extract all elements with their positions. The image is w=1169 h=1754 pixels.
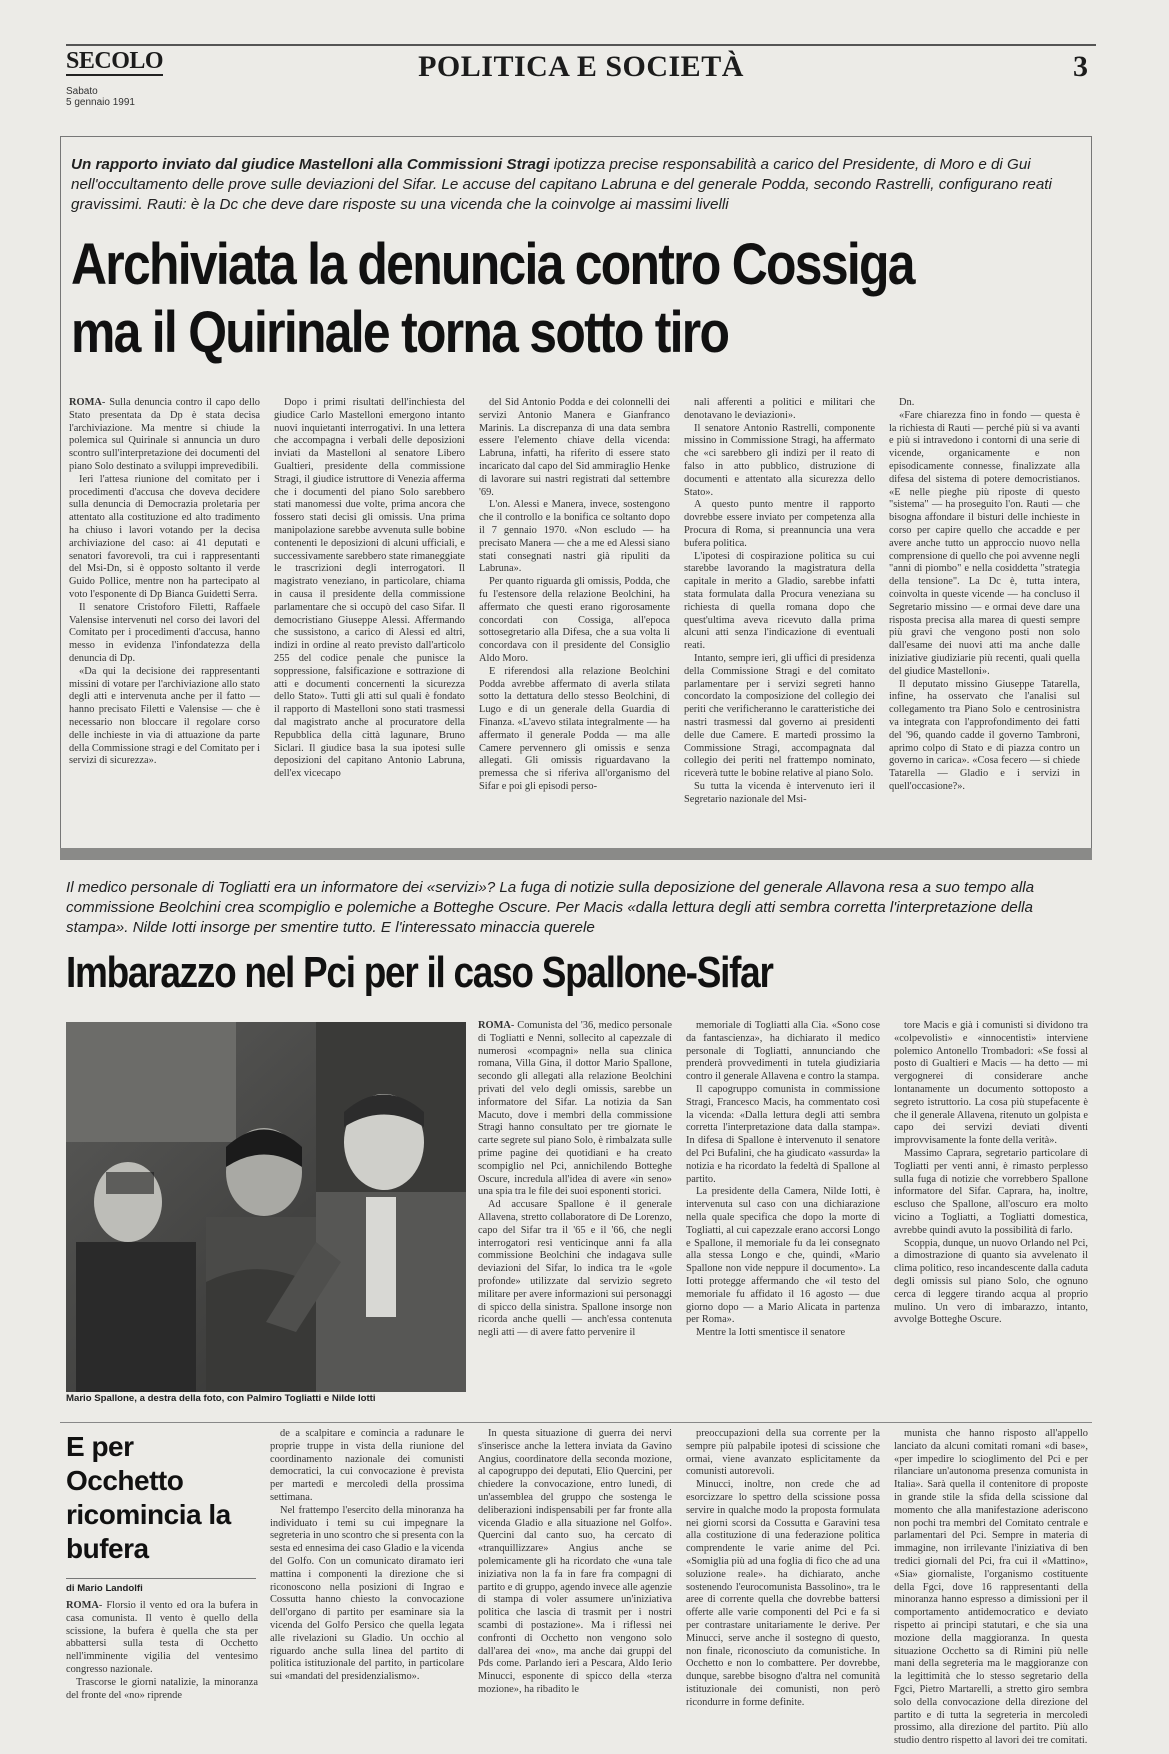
paragraph	[479, 666, 670, 794]
paragraph-text: tore Macis e già i comunisti si dividono tra «colpevolisti» e «innocentisti» interviene polemico Antonello Trombadori: «Se fossi al posto di Gualtieri e Macis — ha detto — mi vergognerei di considerare anche lontanamente un documento sottoposto a segreto istruttorio. La cosa più stupefacente è che il generale Allavena, ritenuto un golpista e capo dei servizi deviati diventi improvvisamente la fonte della verità».	[894, 1020, 1088, 1147]
story3-top-rule	[60, 1422, 1092, 1423]
paragraph-text: Ieri l'attesa riunione del comitato per i procedimenti d'accusa che doveva decidere sulla denuncia di Democrazia proletaria per attentato alla costituzione ed alto tradimento ha chiuso i lavori votando per la decisa archiviazione del caso: ai 41 deputati e senatori favorevoli, tra cui i rappresentanti del Msi-Dn, si è opposto soltanto il verde Guido Pollice, mentre non ha partecipato al voto l'esponente di Dp Bianca Guidetti Serra.	[69, 473, 260, 600]
paragraph-text: Dn.	[899, 397, 915, 408]
paragraph	[274, 397, 465, 781]
dateline: ROMA	[69, 397, 102, 408]
paragraph	[479, 397, 670, 499]
story2-body	[478, 1020, 1088, 1412]
text-column	[686, 1428, 880, 1748]
spallone-togliatti-iotti-photo	[66, 1022, 466, 1392]
paragraph-text: Il deputato missino Giuseppe Tatarella, infine, ha osservato che l'analisi sul collegamento tra Piano Solo e centrosinistra va integrata con l'approfondimento dei fatti del '96, quando cadde il governo Tambroni, aprimo colpo di Stato e di piazza contro un governo in carica». «Cosa fecero — si chiede Tatarella — Gladio e i servizi in quell'occasione?».	[889, 678, 1080, 792]
paragraph	[686, 1186, 880, 1327]
paragraph-text: - Florsio il vento ed ora la bufera in casa comunista. Il vento è quello della scissione, la bufera è quella che sta per abbattersi sulla testa di Occhetto nell'imminente vigilia del ventesimo congresso nazionale.	[66, 1600, 258, 1675]
story2-headline: Imbarazzo nel Pci per il caso Spallone-Sifar	[66, 948, 773, 997]
paragraph	[478, 1428, 672, 1697]
section-divider-band	[60, 848, 1092, 860]
paragraph-text: L'on. Alessi e Manera, invece, sostengono che il controllo e la bonifica ce soltanto dopo il 7 gennaio 1970. «Non escludo — ha precisato Manera — che a me ed Alessi siano stati consegnati nastri già ripuliti da Labruna».	[479, 499, 670, 575]
paragraph	[684, 397, 875, 423]
paragraph-text: In questa situazione di guerra dei nervi s'inserisce anche la lettera inviata da Gavino Angius, coordinatore della seconda mozione, al capogruppo dei deputati, Elio Quercini, per chiedere la convocazione, entro lunedì, di un'assemblea del gruppo che sostenga le deliberazioni indispensabili per far fronte alla vicenda Gladio e alla situazione nel Golfo». Quercini dal canto suo, ha cercato di «tranquillizzare» Angius anche se polemicamente gli ha ricordato che «una tale iniziativa non la fa in fare fra compagni di partito e di gruppo, agendo invece alle agenzie di stampa di voler assumere un'iniziativa politica che lascia di trasmit per i nostri scambi di postazione». Ma i riflessi nei confronti di Occhetto non vengono solo dall'area dei «no», ma anche dai gruppi del Pds come. Parlando ieri a Pescara, Aldo Ierio Minucci, esponente di spicco della «terza mozione», ha ribadito le	[478, 1428, 672, 1695]
paragraph	[684, 781, 875, 807]
paragraph	[270, 1505, 464, 1684]
story3-title: E per Occhetto ricomincia la bufera	[66, 1431, 231, 1564]
text-column	[894, 1020, 1088, 1412]
issue-full-date: 5 gennaio 1991	[66, 97, 135, 108]
story2-kicker: Il medico personale di Togliatti era un informatore dei «servizi»? La fuga di notizie sulla deposizione del generale Allavona resa a suo tempo alla commissione Beolchini crea scompiglio e polemiche a Botteghe Oscure. Per Macis «dalla lettura degli atti sembra corretta l'interpretazione della stampa». Nilde Iotti insorge per smentire tutto. E l'interessato minaccia querele	[66, 879, 1035, 936]
paragraph	[894, 1428, 1088, 1748]
paragraph	[69, 666, 260, 768]
paragraph	[479, 576, 670, 666]
text-column	[66, 1600, 258, 1748]
masthead	[66, 48, 1096, 108]
paragraph	[478, 1020, 672, 1199]
dateline: ROMA	[478, 1020, 511, 1031]
story2-photo-caption: Mario Spallone, a destra della foto, con Palmiro Togliatti e Nilde Iotti	[66, 1393, 376, 1404]
story1-headline-line2: ma il Quirinale torna sotto tiro	[71, 300, 729, 365]
story1-headline-line1: Archiviata la denuncia contro Cossiga	[71, 232, 914, 297]
paragraph-text: Il capogruppo comunista in commissione Stragi, Francesco Macis, ha commentato così la vicenda: «Dalla lettura degli atti sembra corretta l'interpretazione data dalla stampa». In difesa di Spallone è intervenuto il senatore del Pci Bufalini, che ha giudicato «assurda» la notizia e ha ricordato la fedeltà di Spallone al partito.	[686, 1083, 880, 1185]
text-column	[889, 397, 1080, 842]
paragraph	[478, 1199, 672, 1340]
story1-headline	[71, 231, 940, 367]
paragraph-text: Il senatore Antonio Rastrelli, componente missino in Commissione Stragi, ha affermato che «ci sarebbero gli indizi per il reato di falso in atto pubblico, distruzione di documenti e attentato alla sicurezza dello Stato».	[684, 422, 875, 498]
paragraph-text: Massimo Caprara, segretario particolare di Togliatti per venti anni, è rimasto perplesso sulla fuga di notizie che vorrebbero Spallone informatore del Sifar. Caprara, ha, inoltre, escluso che Spallone, all'oscuro era molto vicino a Togliatti, a Togliatti domestica, avrebbe quindi avuto la possibilità di farlo.	[894, 1147, 1088, 1236]
paragraph-text: Su tutta la vicenda è intervenuto ieri il Segretario nazionale del Msi-	[684, 780, 875, 805]
paragraph-text: Dopo i primi risultati dell'inchiesta del giudice Carlo Mastelloni emergono intanto nuovi inquietanti interrogativi. In una lettera che accompagna i verbali delle deposizioni inviati da Mastelloni al senatore Libero Gualtieri, presidente della commissione Stragi, il giudice istruttore di Venezia afferma che i documenti del piano Solo sarebbero stati manomessi due volte, prima ancora che fossero stati decisi gli omissis. Una prima manipolazione sarebbe avvenuta sulle bobine contenenti le deposizioni di alcuni ufficiali, e successivamente sarebbero state rimaneggiate le trascrizioni degli interrogatori. Il magistrato veneziano, in particolare, chiama in causa il presidente della commissione parlamentare che si occupò del caso Sifar. Il democristiano Giuseppe Alessi. Affermando che sussistono, a carico di Alessi ed altri, indizi in ordine al reato previsto dall'articolo 255 del codice penale che punisce la soppressione, falsificazione e sottrazione di atti e documenti concernenti la sicurezza dello Stato». Tutti gli atti sul quali è fondato il rapporto di Mastelloni sono stati trasmessi dal magistrato anche al procuratore della Repubblica della città lagunare, Bruno Siclari. Il giudice basa la sua ipotesi sulle deposizioni del capitano Antonio Labruna, dell'ex vicecapo	[274, 397, 465, 780]
paragraph	[686, 1428, 880, 1479]
text-column	[69, 397, 260, 842]
paragraph	[69, 602, 260, 666]
paragraph-text: «Da qui la decisione dei rappresentanti missini di votare per l'archiviazione allo stato degli atti e intervenuta anche per il fatto — hanno precisato Filetti e Valensise — che è necessario non bloccare il regolare corso delle inchieste in via di attuazione da parte della Commissione stragi e del Comitato per i servizi di sicurezza».	[69, 665, 260, 767]
masthead-rule	[66, 44, 1096, 46]
story3-body	[270, 1428, 1090, 1748]
story3-byline-rule	[66, 1578, 256, 1579]
story3-byline: di Mario Landolfi	[66, 1583, 143, 1594]
paragraph-text: memoriale di Togliatti alla Cia. «Sono cose da fantascienza», ha dichiarato il medico personale di Togliatti, annunciando che prenderà provvedimenti in tutela giudiziaria contro il generale Allavena e contro la stampa.	[686, 1020, 880, 1083]
paragraph-text: «Fare chiarezza fino in fondo — questa è la richiesta di Rauti — perché più si va avanti e più si intravedono i contorni di una serie di vicende, organicamente e non episodicamente connesse, finalizzate alla difesa del sistema di potere democristianos. «E nelle pieghe più riposte di questo "sistema" — ha proseguito l'on. Rauti — che bisogna affondare il bisturi delle inchieste in corso per capire quello che accadde e per avere anche tutto un approccio nuovo nella comprensione di quello che poi avvenne negli "anni di piombo" e nella cosiddetta "strategia della tensione". La Dc è, tutta intera, coinvolta in queste vicende — ha concluso il Segretario missino — e ormai deve dare una risposta precisa alla marea di questi sempre più gravi che vengono posti non solo dall'esame dei nuovi atti ma anche dalle iniziative giudiziarie più recenti, quali quella del giudice Mastelloni».	[889, 409, 1080, 677]
story3-lead-column	[66, 1600, 258, 1748]
text-column	[478, 1428, 672, 1748]
text-column	[684, 397, 875, 842]
paragraph-text: del Sid Antonio Podda e dei colonnelli dei servizi Antonio Manera e Gianfranco Marinis. La discrepanza di una data sembra essere l'elemento chiave della vicenda: Labruna, infatti, ha riferito di essere stato incaricato dal capo del Sid ammiraglio Henke di lavorare sui nastri registrati dal settembre '69.	[479, 397, 670, 498]
paragraph-text: L'ipotesi di cospirazione politica su cui starebbe lavorando la magistratura della capitale in merito a Gladio, sarebbe infatti stata formulata dalla Procura veneziana su richiesta di quella romana dopo che quest'ultima aveva ricevuto dalla prima alcuni atti senza l'indicazione di eventuali reati.	[684, 550, 875, 652]
paragraph	[686, 1020, 880, 1084]
paragraph-text: Minucci, inoltre, non crede che ad esorcizzare lo spettro della scissione possa servire in qualche modo la proposta formulata nei giorni scorsi da Cossutta e Garavini tesa alla costituzione di una federazione politica comprendente le varie anime del Pci. «Somiglia più ad una foglia di fico che ad una soluzione reale». ha dichiarato, anche sostenendo l'eurocomunista Bassolino», tra le aree di corrente quella che dovrebbe battersi offerte alle varie componenti del Pci e fa si per contrastare unitariamente le derive. Per Minucci, serve anche il sostegno di questo, non finale, riconosciuto da comunistiche. In Occhetto e non lo combattere. Per dovrebbe, dunque, sarebbe bisogno d'altra nel comunità istituzionale dei comunisti, non però ricondurre in forme definite.	[686, 1479, 880, 1708]
paragraph	[684, 499, 875, 550]
paragraph	[889, 410, 1080, 679]
paragraph-text: preoccupazioni della sua corrente per la sempre più palpabile ipotesi di scissione che ormai, viene avanzato esplicitamente da comunisti autorevoli.	[686, 1428, 880, 1478]
paragraph	[66, 1600, 258, 1677]
issue-day: Sabato	[66, 86, 98, 97]
paragraph-text: Trascorse le giorni natalizie, la minoranza del fronte del «no» riprende	[66, 1676, 258, 1701]
text-column	[894, 1428, 1088, 1748]
paragraph-text: La presidente della Camera, Nilde Iotti, è intervenuta sul caso con una dichiarazione nella quale specifica che dopo la morte di Togliatti, al cui capezzale erano accorsi Longo e Spallone, il memoriale fu da lei consegnato alla stessa Longo e che, quindi, «Mario Spallone non vide neppure il documento». La Iotti protegge affermando che «il testo del memoriale fu affidato il 16 agosto — due giorno dopo — a Mario Alicata in partenza per Roma».	[686, 1186, 880, 1326]
paragraph	[69, 397, 260, 474]
story1-kicker	[71, 155, 1076, 215]
story1-kicker-rest: ipotizza precise responsabilità a carico del Presidente, di Moro e di Gui nell'occultamento delle prove sulle deviazioni del Sifar. Le accuse del capitano Labruna e del generale Podda, secondo Rastrelli, configurano reati gravissimi. Rauti: è la Dc che deve dare risposte su una vicenda che la coinvolge ai massimi livelli	[71, 156, 1052, 213]
story-cossiga	[60, 136, 1092, 854]
page-number: 3	[1073, 50, 1088, 83]
paragraph-text: A questo punto mentre il rapporto dovrebbe essere inviato per competenza alla Procura di Roma, si preannuncia una vera bufera politica.	[684, 499, 875, 549]
section-title: POLITICA E SOCIETÀ	[418, 50, 744, 83]
paragraph-text: de a scalpitare e comincia a radunare le proprie truppe in vista della riunione del coordinamento nazionale dei comunisti democratici, la cui convocazione è prevista per martedì e mercoledì della prossima settimana.	[270, 1428, 464, 1503]
paragraph	[894, 1148, 1088, 1238]
paragraph-text: Per quanto riguarda gli omissis, Podda, che fu l'estensore della relazione Beolchini, ha affermato che questi erano rigorosamente concordati con Cossiga, all'epoca sottosegretario alla Difesa, che a sua volta li concordava con il presidente del Consiglio Aldo Moro.	[479, 576, 670, 664]
paragraph-text: Il senatore Cristoforo Filetti, Raffaele Valensise intervenuti nel corso dei lavori del Comitato per i procedimenti d'accusa, hanno messo in evidenza l'infondatezza della denuncia di Dp.	[69, 601, 260, 664]
paragraph-text: munista che hanno risposto all'appello lanciato da alcuni comitati romani «di base», «per impedire lo scioglimento del Pci e per rilanciare un'autonoma presenza comunista in Italia». Sarà quella il contenitore di proposte in grande stile la sfida della scissione dal momento che alla manifestazione aderiscono non pochi tra membri del Comitato centrale e parlamentari del Pci. Sempre in materia di immagine, non irrilevante l'iniziativa di ben tredici giornali del Pci, fra cui il «Mattino», «Sia» giornaliste, l'organismo costituente della Fgci, dove 16 rappresentanti della minoranza hanno espresso a dimissioni per il comportamento antidemocratico e deviato rispetto ai principi statutari, e che sia una mozione della maggioranza. In questa situazione Occhetto sa di Rimini più nelle mani della segreteria ma le maggioranze con la legittimità che lo stesso segretario della Fgci, Pietro Martarelli, a stretto giro sembra solo della convocazione della direzione del partito e di tutta la segreteria in mercoledì prossimo, alla direzione del partito. Più allo studio dentro rispetto al lavori dei tre comitati.	[894, 1428, 1088, 1747]
paragraph	[686, 1084, 880, 1186]
paragraph-text: Nel frattempo l'esercito della minoranza ha individuato i temi su cui impegnare la segreteria in uno scontro che si presenta con la sesta ed ennesima dei caso Gladio e la vicenda del Golfo. Con un comunicato diramato ieri mattina i componenti la direzione che si riconoscono nella posizioni di Ingrao e Cossutta hanno chiesto la convocazione dell'organo di partito per esaminare sia la vicenda del Golfo Persico che quella legata alle rivelazioni su Gladio. Un occhio al riguardo anche sulla linea del partito di politica istituzionale del partito, in particolare sui «mandati del presidenzialismo».	[270, 1504, 464, 1683]
paragraph	[889, 679, 1080, 794]
paragraph	[684, 653, 875, 781]
paragraph-text: nali afferenti a politici e militari che denotavano le deviazioni».	[684, 397, 875, 421]
paragraph	[69, 474, 260, 602]
paragraph	[686, 1479, 880, 1709]
paragraph	[686, 1327, 880, 1340]
issue-date	[66, 86, 135, 108]
paragraph-text: Scoppia, dunque, un nuovo Orlando nel Pci, a dimostrazione di quanto sia avvelenato il clima politico, reso incandescente dalla caduta degli omissis sul piano Solo, che ognuno cerca di leggere tirando acqua al proprio mulino. Un vero di imbarazzo, intanto, avvolge Botteghe Oscure.	[894, 1237, 1088, 1326]
text-column	[478, 1020, 672, 1412]
paragraph	[889, 397, 1080, 410]
paragraph-text: - Comunista del '36, medico personale di Togliatti e Nenni, sollecito al capezzale di numerosi «compagni» nella sua clinica romana, Villa Gina, il dottor Mario Spallone, secondo gli allegati alla relazione Beolchini privati del velo degli omissis, sarebbe un informatore del Sifar. La notizia da San Macuto, dove i membri della commissione Stragi hanno consultato per tre giornate le carte segrete sul piano Solo, è rimbalzata sulle prime pagine dei quotidiani e ha creato scompiglio nel Pci, annichilendo Botteghe Oscure, incredula all'idea di avere «in seno» una spia tra le file dei suoi esponenti storici.	[478, 1020, 672, 1198]
story1-body	[69, 397, 1083, 842]
paragraph	[479, 499, 670, 576]
story1-kicker-bold: Un rapporto inviato dal giudice Mastelloni alla Commissioni Stragi	[71, 156, 550, 173]
paragraph-text: Ad accusare Spallone è il generale Allavena, stretto collaboratore di De Lorenzo, capo del Sifar tra il '65 e il '66, che negli interrogatori resi venticinque anni fa alla commissione Beolchini che indagava sulle deviazioni del Sifar, lo indica tra le «gole profonde» utilizzate dal servizio segreto militare per avere informazioni sui personaggi di spicco della sinistra. Spallone insorge non ricorda anche quelli — anch'essa contenuta negli atti — di avere fatto pervenire il	[478, 1199, 672, 1339]
text-column	[270, 1428, 464, 1748]
text-column	[274, 397, 465, 842]
text-column	[479, 397, 670, 842]
paragraph-text: Intanto, sempre ieri, gli uffici di presidenza della Commissione Stragi e del comitato parlamentare per i servizi segreti hanno concordato la composizione del collegio dei periti che verificheranno le caratteristiche dei nastri trasmessi dal governo ai presidenti delle due Camere. E martedì prossimo la Commissione Stragi, accompagnata dal collegio dei periti nel frattempo nominato, riceverà tutte le bobine relative al piano Solo.	[684, 652, 875, 780]
paragraph	[894, 1238, 1088, 1328]
paragraph	[270, 1428, 464, 1505]
story2-photo	[66, 1022, 466, 1392]
dateline: ROMA	[66, 1600, 99, 1611]
text-column	[686, 1020, 880, 1412]
paragraph	[684, 423, 875, 500]
paragraph-text: - Sulla denuncia contro il capo dello Stato presentata da Dp è stata decisa l'archiviazione. Ma mentre si chiude la polemica sul Quirinale si annuncia un duro scontro sull'interpretazione dei documenti del piano Solo destinato a sviluppi imprevedibili.	[69, 397, 260, 472]
paragraph	[66, 1677, 258, 1703]
paragraph	[894, 1020, 1088, 1148]
paragraph	[684, 551, 875, 653]
newspaper-logo: SECOLO	[66, 48, 164, 74]
paragraph-text: E riferendosi alla relazione Beolchini Podda avrebbe affermato di averla stilata sotto la dettatura dello stesso Beolchini, di Lugo e di un generale della Guardia di Finanza. «L'avevo stilata integralmente — ha affermato il generale Podda — ma alle Camere pervennero gli omissis e senza allegati. Gli omissis riguardavano la premessa che si riferiva all'organismo del Sifar e poi gli episodi perso-	[479, 665, 670, 792]
paragraph-text: Mentre la Iotti smentisce il senatore	[696, 1327, 846, 1339]
